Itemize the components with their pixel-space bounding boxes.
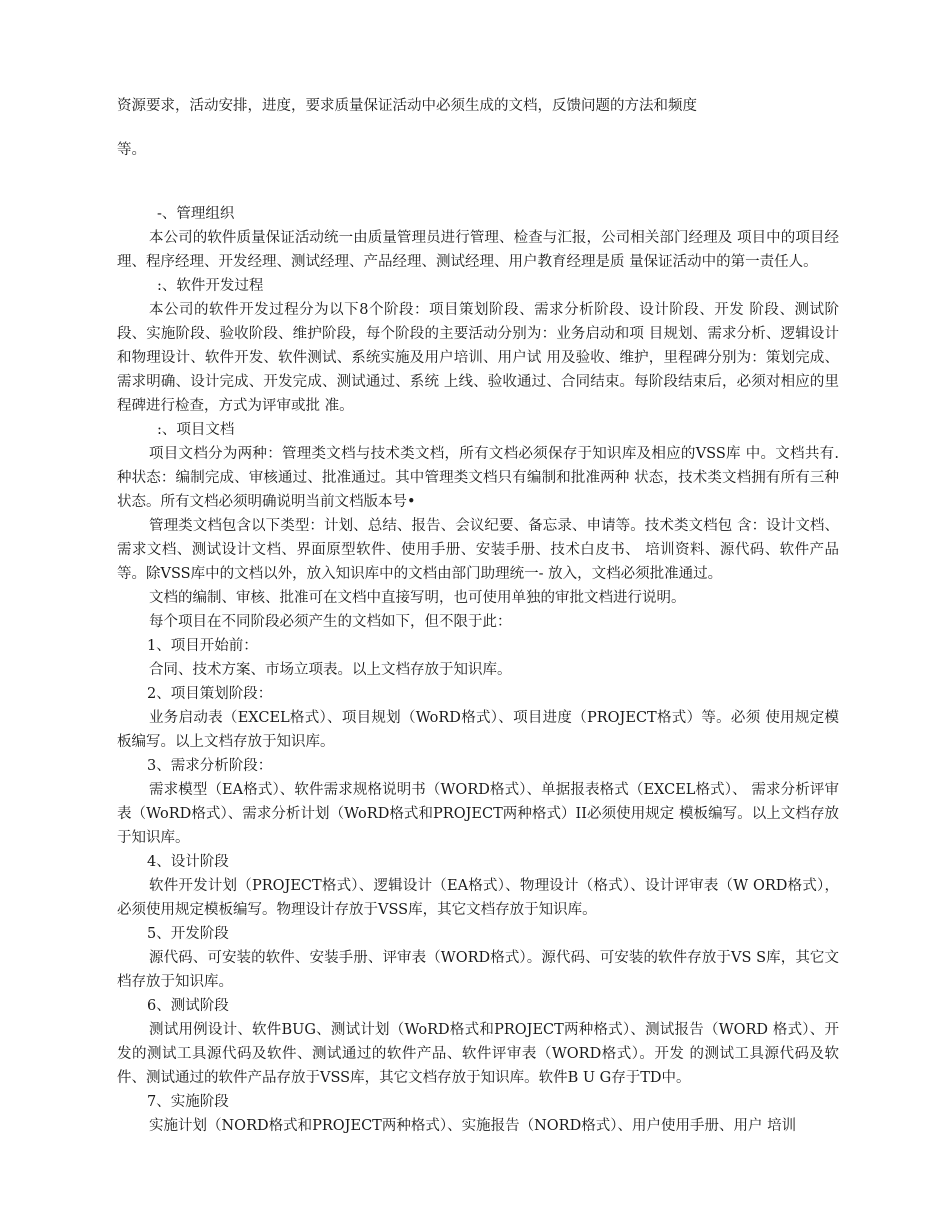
paragraph-documents-per-phase: 每个项目在不同阶段必须产生的文档如下，但不限于此：: [149, 614, 512, 630]
section-heading-documents: :、项目文档: [157, 422, 235, 438]
phase-body-requirements: 需求模型（EA格式）、软件需求规格说明书（WORD格式）、单据报表格式（EXCEL格式）、 需求分析评审表（WoRD格式）、需求分析计划（WoRD格式和PROJECT两种格式）II必须使用规定 模板编写。以上文档存放于知识库。: [117, 782, 839, 846]
phase-body-design: 软件开发计划（PROJECT格式）、逻辑设计（EA格式）、物理设计（格式）、设计评审表（W ORD格式），必须使用规定模板编写。物理设计存放于VSS库，其它文档存放于知识库。: [117, 878, 839, 918]
lead-line-2: 等。: [117, 142, 146, 158]
lead-line-1: 资源要求，活动安排，进度，要求质量保证活动中必须生成的文档，反馈问题的方法和频度: [117, 98, 697, 114]
section-heading-management: -、管理组织: [157, 206, 235, 222]
phase-heading-development: 5、开发阶段: [147, 926, 229, 942]
phase-heading-planning: 2、项目策划阶段：: [147, 686, 273, 702]
phase-body-implementation: 实施计划（NORD格式和PROJECT两种格式）、实施报告（NORD格式）、用户使用手册、用户 培训: [149, 1118, 797, 1134]
paragraph-documents-types: 项目文档分为两种：管理类文档与技术类文档，所有文档必须保存于知识库及相应的VSS库 中。文档共有.种状态：编制完成、审核通过、批准通过。其中管理类文档只有编制和批准两种 状态，技术类文档拥有所有三种状态。所有文档必须明确说明当前文档版本号•: [117, 446, 839, 510]
phase-body-before-project: 合同、技术方案、市场立项表。以上文档存放于知识库。: [149, 662, 512, 678]
phase-heading-requirements: 3、需求分析阶段：: [147, 758, 273, 774]
phase-body-testing: 测试用例设计、软件BUG、测试计划（WoRD格式和PROJECT两种格式）、测试报告（WORD 格式）、开发的测试工具源代码及软件、测试通过的软件产品、软件评审表（WORD格式）。开发 的测试工具源代码及软件、测试通过的软件产品存放于VSS库，其它文档存放于知识库。软件B U G存于TD中。: [117, 1022, 839, 1086]
paragraph-management: 本公司的软件质量保证活动统一由质量管理员进行管理、检查与汇报，公司相关部门经理及 项目中的项目经理、程序经理、开发经理、测试经理、产品经理、测试经理、用户教育经理是质 量保证活动中的第一责任人。: [117, 230, 839, 270]
phase-heading-implementation: 7、实施阶段: [147, 1094, 229, 1110]
phase-body-planning: 业务启动表（EXCEL格式）、项目规划（WoRD格式）、项目进度（PROJECT格式）等。必须 使用规定模板编写。以上文档存放于知识库。: [117, 710, 839, 750]
phase-heading-design: 4、设计阶段: [147, 854, 229, 870]
document-body: [117, 94, 839, 1138]
paragraph-process: 本公司的软件开发过程分为以下8个阶段：项目策划阶段、需求分析阶段、设计阶段、开发 阶段、测试阶段、实施阶段、验收阶段、维护阶段，每个阶段的主要活动分别为：业务启动和项 目规划、需求分析、逻辑设计和物理设计、软件开发、软件测试、系统实施及用户培训、用户试 用及验收、维护，里程碑分别为：策划完成、需求明确、设计完成、开发完成、测试通过、系统 上线、验收通过、合同结束。每阶段结束后，必须对相应的里程碑进行检查，方式为评审或批 准。: [117, 302, 839, 414]
section-heading-process: :、软件开发过程: [157, 278, 264, 294]
phase-heading-testing: 6、测试阶段: [147, 998, 229, 1014]
phase-body-development: 源代码、可安装的软件、安装手册、评审表（WORD格式）。源代码、可安装的软件存放于VS S库，其它文档存放于知识库。: [117, 950, 839, 990]
paragraph-documents-approval: 文档的编制、审核、批准可在文档中直接写明，也可使用单独的审批文档进行说明。: [149, 590, 686, 606]
paragraph-documents-categories: 管理类文档包含以下类型：计划、总结、报告、会议纪要、备忘录、申请等。技术类文档包 含：设计文档、需求文档、测试设计文档、界面原型软件、使用手册、安装手册、技术白皮书、 培训资料、源代码、软件产品等。除VSS库中的文档以外，放入知识库中的文档由部门助理统一- 放入，文档必须批准通过。: [117, 518, 839, 582]
phase-heading-before-project: 1、项目开始前：: [147, 638, 258, 654]
